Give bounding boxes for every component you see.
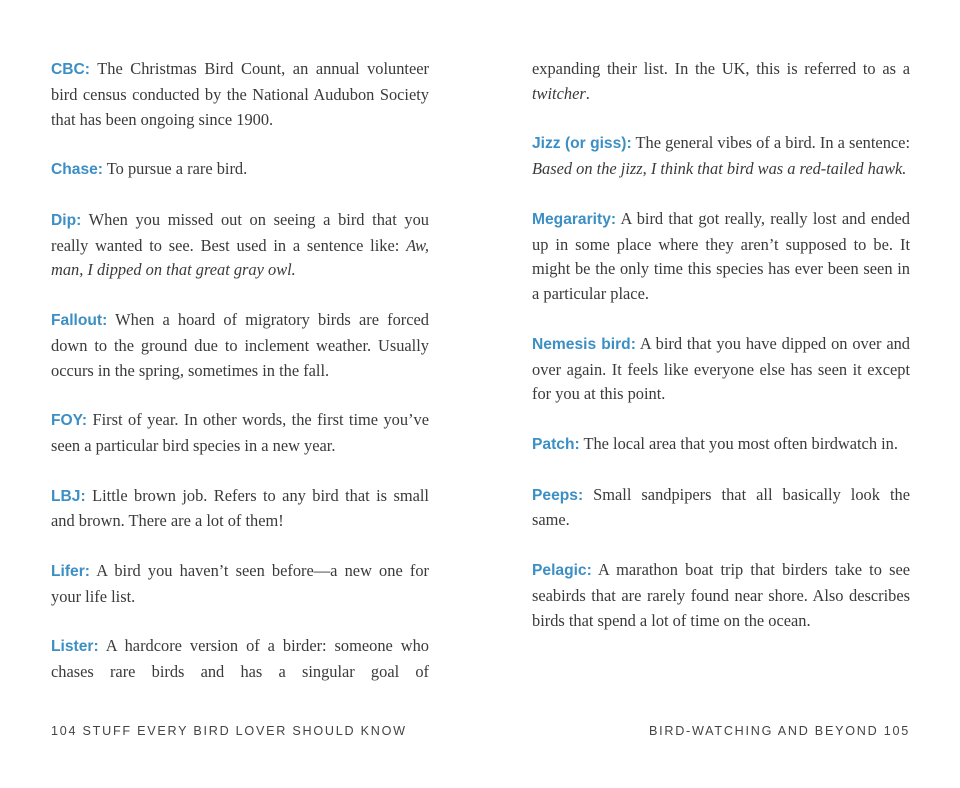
glossary-entry-chase <box>51 157 429 183</box>
definition-pelagic: A marathon boat trip that birders take to see seabirds that are rarely found near shore. Also describes birds that spend a lot of time on the ocean. <box>532 559 910 630</box>
left-page-body <box>51 57 429 710</box>
definition-lbj: Little brown job. Refers to any bird that is small and brown. There are a lot of them! <box>51 485 429 531</box>
definition-lister: A hardcore version of a birder: someone who chases rare birds and has a singular goal of <box>51 636 429 682</box>
running-title-left: STUFF EVERY BIRD LOVER SHOULD KNOW <box>82 724 407 738</box>
footer-right <box>649 724 910 738</box>
continuation-text: expanding their list. In the UK, this is referred to as a <box>532 59 910 78</box>
glossary-entry-dip <box>51 208 429 283</box>
term-chase: Chase: <box>51 161 103 179</box>
definition-dip: When you missed out on seeing a bird that you really wanted to see. Best used in a sentence like: <box>51 209 429 255</box>
term-pelagic: Pelagic: <box>532 561 592 579</box>
term-peeps: Peeps: <box>532 486 584 504</box>
glossary-entry-patch <box>532 432 910 458</box>
term-dip: Dip: <box>51 211 82 229</box>
page-number-left: 104 <box>51 724 78 738</box>
running-title-right: BIRD-WATCHING AND BEYOND <box>648 724 879 738</box>
glossary-entry-foy <box>51 408 429 459</box>
definition-peeps: Small sandpipers that all basically look the same. <box>532 484 910 530</box>
term-nemesis-bird: Nemesis bird: <box>532 335 636 353</box>
glossary-entry-pelagic <box>532 558 910 633</box>
definition-nemesis-bird: A bird that you have dipped on over and over again. It feels like everyone else has seen it except for you at this point. <box>532 333 910 404</box>
example-jizz: Based on the jizz, I think that bird was a red-tailed hawk. <box>532 159 907 179</box>
term-fallout: Fallout: <box>51 311 108 329</box>
definition-megararity: A bird that got really, really lost and ended up in some place where they aren’t supposed to be. It might be the only time this species has ever been seen in a particular place. <box>532 208 910 304</box>
glossary-entry-nemesis-bird <box>532 332 910 407</box>
term-foy: FOY: <box>51 412 88 430</box>
glossary-entry-lister <box>51 634 429 685</box>
definition-foy: First of year. In other words, the first time you’ve seen a particular bird species in a new year. <box>51 410 429 455</box>
glossary-entry-cbc <box>51 57 429 132</box>
glossary-entry-jizz <box>532 131 910 182</box>
definition-jizz: The general vibes of a bird. In a sentence: <box>631 133 910 153</box>
term-lbj: LBJ: <box>51 487 86 505</box>
term-patch: Patch: <box>532 435 580 453</box>
term-lifer: Lifer: <box>51 562 90 580</box>
example-dip: Aw, man, I dipped on that great gray owl. <box>51 235 429 280</box>
glossary-entry-peeps <box>532 483 910 534</box>
right-page-body <box>532 57 910 658</box>
footer-left <box>51 724 407 738</box>
definition-cbc: The Christmas Bird Count, an annual volunteer bird census conducted by the National Audubon Society that has been ongoing since 1900. <box>51 59 429 129</box>
term-cbc: CBC: <box>51 61 90 78</box>
definition-fallout: When a hoard of migratory birds are forced down to the ground due to inclement weather. Usually occurs in the spring, sometimes in the fall. <box>51 309 429 380</box>
definition-lifer: A bird you haven’t seen before—a new one for your life list. <box>51 560 429 606</box>
glossary-continuation-lister <box>532 57 910 107</box>
term-lister: Lister: <box>51 638 99 656</box>
glossary-entry-lifer <box>51 559 429 610</box>
definition-patch: The local area that you most often birdwatch in. <box>579 433 898 453</box>
continuation-italic-term: twitcher <box>532 83 586 103</box>
page-number-right: 105 <box>883 724 910 738</box>
glossary-entry-megararity <box>532 207 910 307</box>
term-megararity: Megararity: <box>532 210 617 228</box>
continuation-end: . <box>585 83 590 103</box>
definition-chase: To pursue a rare bird. <box>103 159 248 179</box>
glossary-entry-lbj <box>51 484 429 535</box>
glossary-entry-fallout <box>51 308 429 383</box>
term-jizz: Jizz (or giss): <box>532 135 632 153</box>
